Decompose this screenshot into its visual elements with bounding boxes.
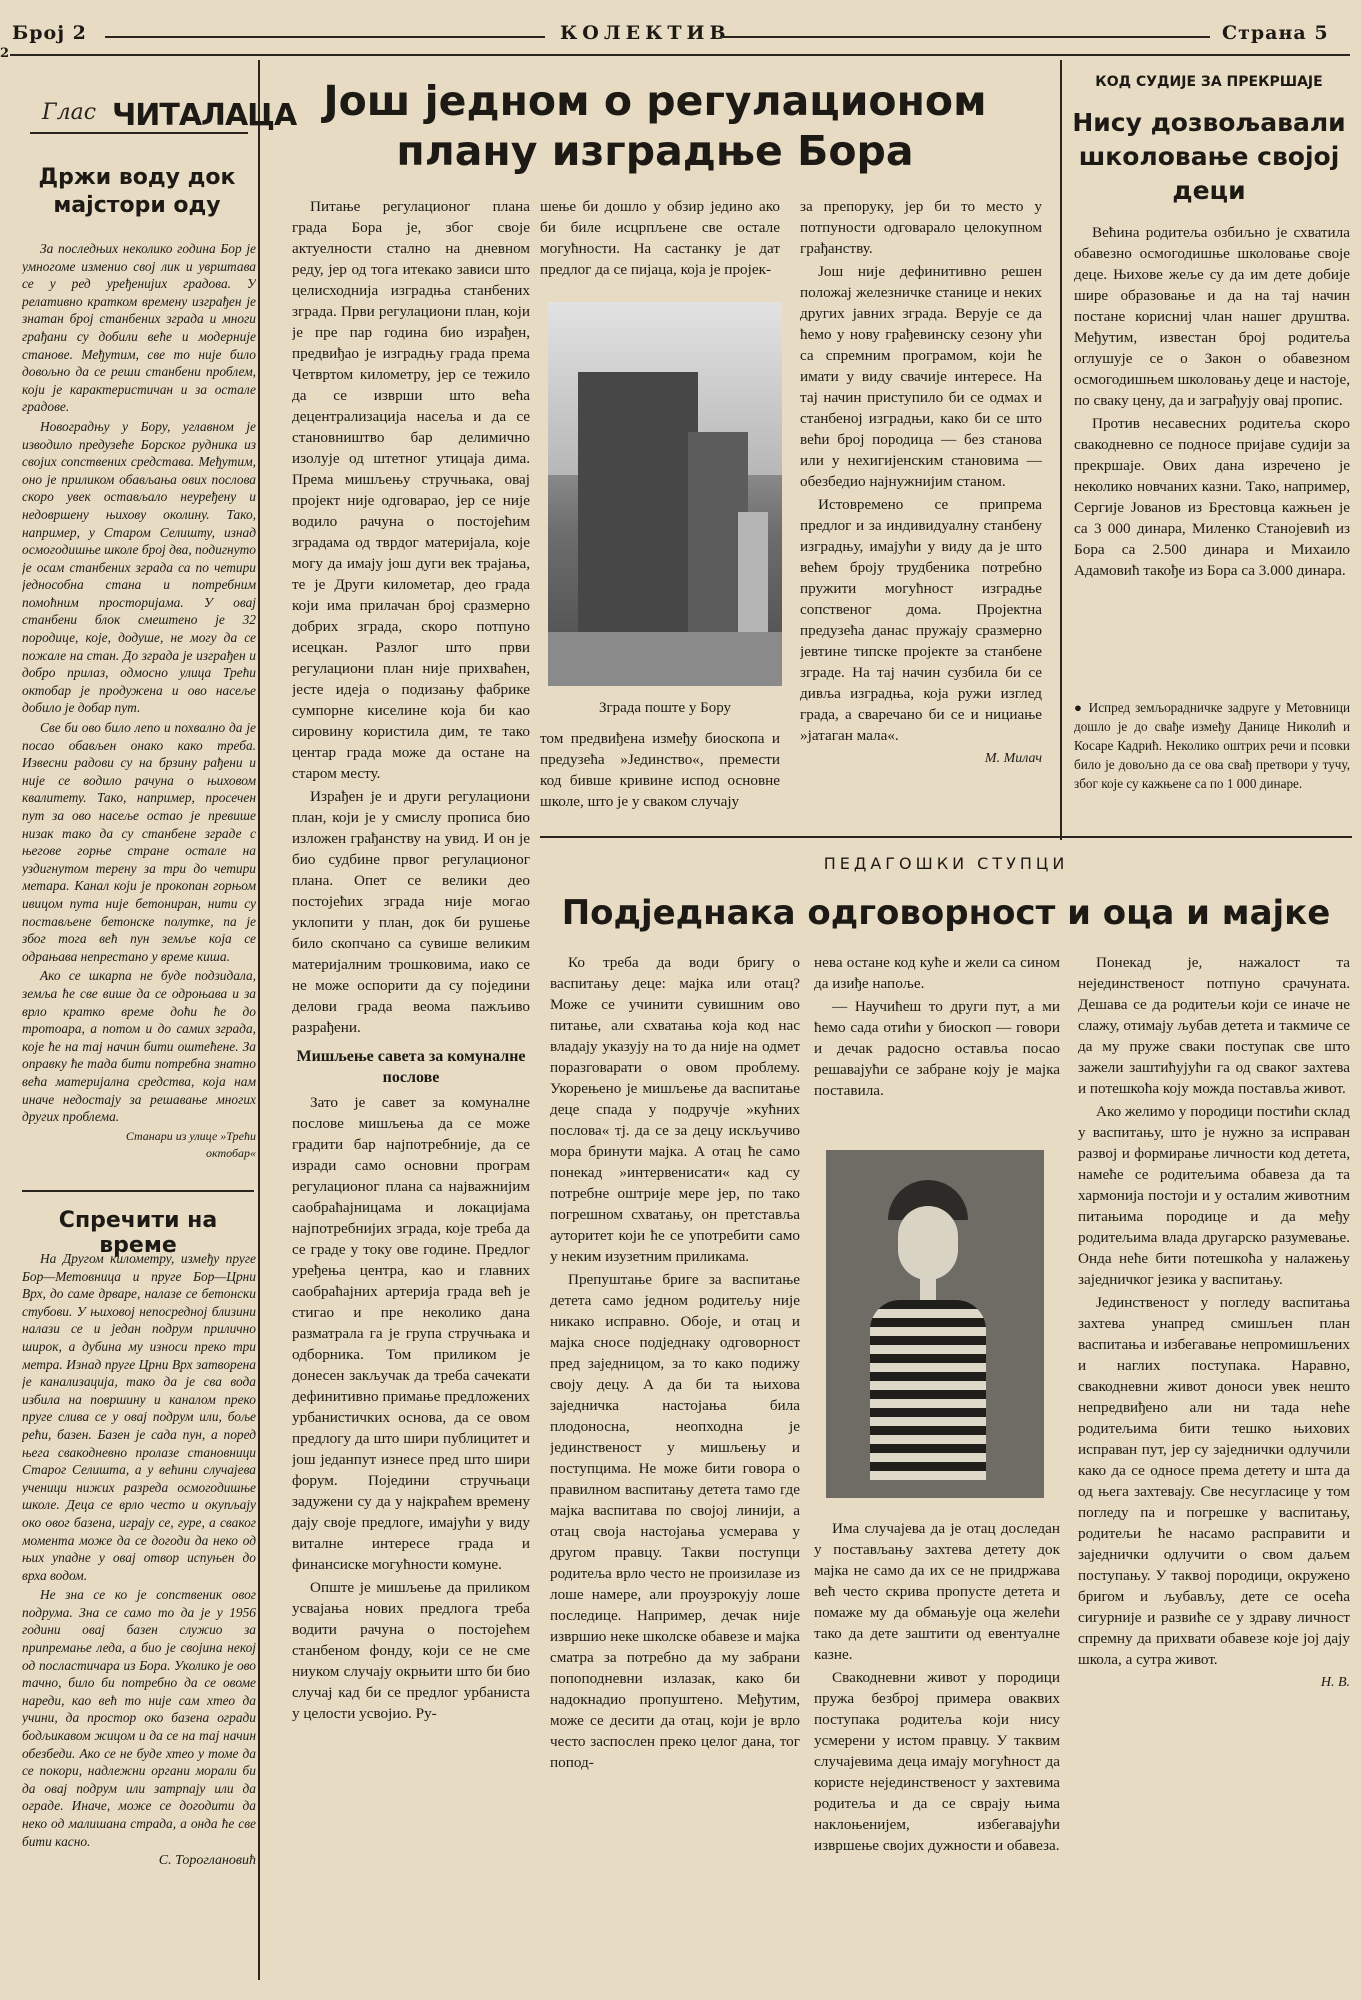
woodcut-illustration xyxy=(826,1150,1044,1498)
paragraph: Понекад је, нажалост та нејединственост потпуно срачуната. Дешава се да родитељи који се иначе не слажу, отимају љубав детета и такмиче се да му пруже сваки поступак све што зажели заштићујући га од сваког захтева и потешкоћа коју можда поставља живот. xyxy=(1078,954,1350,1097)
readers-article1-title: Држи воду док мајстори оду xyxy=(38,165,236,218)
newspaper-title: КОЛЕКТИВ xyxy=(560,22,731,44)
readers-section-badge xyxy=(20,92,297,140)
main-article-col2-bottom xyxy=(540,728,780,818)
paragraph: За последњих неколико година Бор је умногоме изменио свој лик и уврштава се у ред уређенијих градова. У релативно кратком времену изграђен је знатан број станбених зграда и многи грађани су добили веће и модерније станове. Међутим, све то није било довољно да се реши станбени проблем, који је карактеристичан и за остале градове. xyxy=(22,241,256,415)
right-article-note xyxy=(1074,698,1350,828)
right-article-kicker: КОД СУДИЈЕ ЗА ПРЕКРШАЈЕ xyxy=(1095,74,1323,90)
paragraph: — Научићеш то други пут, а ми ћемо сада отићи у биоскоп — говори и дечак радосно оставља посао решавајући се забране коју је мајка поставила. xyxy=(814,998,1060,1099)
paragraph: том предвиђена између биоскопа и предузећа »Јединство«, премести код бивше кривине испод основне школе, што је у сваком случају xyxy=(540,730,780,810)
bottom-article-signature: Н. В. xyxy=(1320,1675,1350,1690)
right-article-body xyxy=(1074,222,1350,682)
paragraph: Све би ово било лепо и похвално да је посао обављен онако како треба. Извесни радови су на брзину рађени и није се водило рачуна о њиховом квалитету. Тако, например, просечен пут за ово насеље остао је превише низак тако да су станбене зграде с његове горње стране остале на уздигнутом терену за три до четири метара. Канал који је прокопан горњом ивицом пута није бетониран, нити су постављене бетонске полутке, па је због тога већ пун земље која се одрањава непрестано у време киша. xyxy=(22,720,256,964)
main-article-col3 xyxy=(800,196,1042,826)
main-title-line2: плану изградње Бора xyxy=(396,127,914,175)
paragraph: Ако желимо у породици постићи склад у васпитању, што је нужно за исправан развој и формирање личности код детета, намеће се родитељима обавеза да та хармонија постоји и у осталим животним питањима породице и да међу родитељима влада другарско разумевање. Онда неће бити потешкоћа у налажењу заједничког језика у васпитању. xyxy=(1078,1103,1350,1288)
photo-caption: Зграда поште у Бору xyxy=(598,700,732,716)
paragraph: Истовремено се припрема предлог и за индивидуалну станбену изградњу, имајући у виду да је што већем броју трудбеника потребно пружити могућност изградње сопственог дома. Пројектна предузећа данас пружају сразмерно јевтине типске пројекте за станбене зграде. На тај начин сузбила би се дивља изградња, која ружи изглед града, а сваречано би се и нициање »јатаган мала«. xyxy=(800,496,1042,744)
bottom-article-title: Подједнака одговорност и оца и мајке xyxy=(561,893,1331,933)
main-article-col1 xyxy=(292,196,530,1982)
readers-article1-body xyxy=(22,240,256,1340)
paragraph: Препуштање бриге за васпитање детета само једном родитељу није никако исправно. Обоје, и отац и мајка сносе подједнаку одговорност пред заједницом, за то како подижу своју децу. А да би та њихова заједничка настојања била плодоносна, неопходна је јединственост у мишљењу и поступцима. Не може бити говора о правилном васпитању детета тамо где мајка васпитава по својој линији, а отац своја настојања усмерава у другом правцу. Такви поступци родитеља врло често не произилазе из лоше намере, али проузрокују лоше последице. Например, дечак није извршио неке школске обавезе и мајка сматра за потребно да му забрани попоподневни излазак, како би надокнадио пропуштено. Међутим, може се десити да отац, који је врло често заспослен преко целог дана, тог попод- xyxy=(550,1271,800,1771)
paragraph: Ако се шкарпа не буде подзидала, земља ће све више да се одроњава и за врло кратко време доћи ће до тротоара, а потом и до самих зграда, које ће на тај начин бити оштећене. За оправку ће тада бити потребна знатно већа материјална средства, која нам иначе недостају за решавање многих других проблема. xyxy=(22,968,256,1125)
paragraph xyxy=(1074,698,1350,793)
right-column-divider xyxy=(1060,60,1062,840)
bottom-article-col1 xyxy=(550,952,800,1982)
readers-article2-title: Спречити на време xyxy=(58,1208,218,1258)
paragraph: Још није дефинитивно решен положај железничке станице и неких других јавних зграда. Верује се да ћемо у нову грађевинску сезону ући са спремним програмом, који ће имати у виду свачије интересе. На тај начин приступило би се одмах и станбеној изградњи, како би се што већи број породица — без станова или у нехигијенским становима — обезбедио најнужнијим станом. xyxy=(800,263,1042,490)
paragraph: Свакодневни живот у породици пружа безброј примера оваквих поступака родитеља који нису усмерени у истом правцу. У таквим случајевима деца имају могућност да користе нејединственост у захтевима родитеља и да се сврају њима наклоњенијем, избегавајући извршење својих дужности и обавеза. xyxy=(814,1669,1060,1854)
paragraph: Питање регулационог плана града Бора је, због своје актуелности стално на дневном реду, јер од тога итекако зависи што целисходнија изградња станбених зграда. Први регулациони план, који је пре пар година био израђен, предвиђао је изградњу града према Четвртом километру, јер се тежило да се изврши што већа децентрализација насеља и да се становништво бар делимично изолује од штетног утицаја дима. Према мишљењу стручњака, овај пројект није одговарао, јер се није водило рачуна о постојећим зградама од тврдог материјала, које могу да имају још дуги век трајања, те је Други километар, део града који има прилачан број сразмерно добрих зграда, скоро потпуно исецкан. Разлог што први регулациони план није прихваћен, јесте идеја о подизању фабрике сумпорне киселине која би као сировину користила дим, те тако центар града може да остане на старом месту. xyxy=(292,198,530,782)
bottom-article-col2-bottom xyxy=(814,1518,1060,1982)
bullet-icon: ● xyxy=(1074,700,1089,715)
paragraph: Ко треба да води бригу о васпитању деце: мајка или отац? Може се учинити сувишним ово питање, али схватања која код нас владају указују на то да није на одмет поразговарати о овом проблему. Укорењено је мишљење да васпитање деце спада у подручје »кућних послова« тј. да се за децу искључиво мора бринути мајка. А отац ће само понекад »интервенисати« кад су потребне оштрије мере јер, по тако погрешном схватању, он претставља ауторитет који ће се употребити само у неким изузетним приликама. xyxy=(550,954,800,1265)
masthead-rule xyxy=(10,54,1350,56)
bottom-article-top-rule xyxy=(540,836,1352,838)
page-number: Страна 5 xyxy=(1222,22,1329,44)
readers-article1-signature: Станари из улице »Трећи октобар« xyxy=(125,1128,256,1161)
paragraph: Јединственост у погледу васпитања захтева унапред смишљен план васпитања и избегавање непромишљених и наглих поступака. Наравно, свакодневни живот доноси увек нешто непредвиђено али ни тада неће родитељима бити тешко њихових исправан пут, јер су заједнички одлучили како да се односе према детету и шта да од њега захтевају. Све несугласице у том погледу па и погрешке у васпитању, родитељи ће насамо расправити и заједнички одлучити о свом даљем поступању. У таквој породици, окружено бригом и љубављу, дете се осећа сигурније и развиће се у здраву личност спремну да прихвати обавезе које јој дају школа, а сутра живот. xyxy=(1078,1294,1350,1668)
note-text: Испред земљорадничке задруге у Метовници дошло је до свађе између Данице Николић и Косаре Кадрић. Неколико оштрих речи и псовки било је довољно да се ова свађ претвори у тучу, због које су кажњене са по 1 000 динаре. xyxy=(1074,700,1350,791)
post-office-photo xyxy=(548,302,782,686)
main-article-title xyxy=(270,76,1040,176)
right-article-title: Нису дозвољавали школовање својој деци xyxy=(1072,108,1346,205)
readers-article2-signature: С. Тороглановић xyxy=(158,1853,256,1869)
paragraph: Опште је мишљење да приликом усвајања нових предлога треба водити рачуна о постојећем станбеном фонду, који се не сме ниуком случају окрњити што би био случај кад би се предлог урбаниста у целости усвојио. Ру- xyxy=(292,1579,530,1722)
issue-number: Број 2 xyxy=(12,22,87,44)
bottom-article-kicker: ПЕДАГОШКИ СТУПЦИ xyxy=(823,854,1069,873)
paragraph: На Другом километру, између пруге Бор—Метовница и пруге Бор—Црни Врх, до саме дрваре, налазе се бетонски стубови. У њиховој непосредној близини налази се и један подрум прилично широк, а дубина му износи преко три метра. Изнад пруге Црни Врх затворена је канализација, тако да је сва вода избила на површину и каналом преко пруге слива се у овај подрум или, боље рећи, базен. Базен је сада пун, а поред њега свакодневно пролазе становници Старог Селишта, а у већини случајева ученици нижих разреда осмогодишње школе. Деца се врло често и окупљају око овог базена, играју се, гуре, а сваког момента може да се догоди да неко од њих упадне у овај отвор испуњен до врха водом. xyxy=(22,1251,256,1583)
bottom-article-col2-top xyxy=(814,952,1060,1130)
page-edge-mark: 2 xyxy=(0,46,10,61)
paragraph: за препоруку, јер би то место у потпуности одговарало целокупном грађанству. xyxy=(800,198,1042,257)
paragraph: Има случајева да је отац доследан у постављању захтева детету док мајка не само да их се не придржава већ често скрива пропусте детета и помаже му да обмањује оца желећи тако да дете заштити од евентуалне казне. xyxy=(814,1520,1060,1663)
left-column-divider xyxy=(258,60,260,1980)
readers-section-title: ЧИТАЛАЦА xyxy=(112,98,297,133)
paragraph: Већина родитеља озбиљно је схватила обавезно осмогодишње школовање своје деце. Њихове жеље су да им дете добије шире образовање и да на тај начин постане корисниј члан нашег друштва. Међутим, известан број родитеља оглушује се о Закон о обавезном осмогодишњем школовању деце и настоје, по сваку цену, да и заграђују овај пропис. xyxy=(1074,224,1350,409)
paragraph: Зато је савет за комуналне послове мишљења да се може градити бар најпотребније, да се изради само основни програм регулационог плана са најважнијим саобраћајницама и локацијама најпотребнијих зграда, које треба да се граде у току ове године. Предлог уређења центра, као и главних саобраћајних артерија града већ је стигао и пре неколико дана разматрала га је група стручњака и одборника. Том приликом је донесен закључак да треба сачекати дефинитивно примање предложених урбанистичких основа, да се овом предлогу да што шири публицитет и још једанпут изнесе пред што шири форум. Поједини стручњаци задужени су да у најкраћем времену дају своје предлоге, имајући у виду виталне интересе града и финансиске могућности комуне. xyxy=(292,1094,530,1573)
main-article-subhead: Мишљење савета за комуналне послове xyxy=(296,1048,526,1086)
main-article-signature: М. Милач xyxy=(984,751,1042,766)
paragraph: Новоградњу у Бору, углавном је изводило предузеће Борског рудника из својих сопствених средстава. Међутим, оно је приликом обављања ових послова скоро увек остављало неуређену и недовршену њихову околину. Тако, например, у Старом Селишту, изнад осмогодишње школе број два, подигнуто је осам станбених зграда са по четири једнособна стана и потребним помоћним просторијама. У овај станбени блок смештено је 32 породице, које, додуше, не могу да се пожале на стан. До зграда је изграђен и добро прилаз, одмосно улица Трећи октобар је продужена и ово насеље добило је добар пут. xyxy=(22,418,256,716)
main-article-col2-top xyxy=(540,196,780,292)
paragraph: Против несавесних родитеља скоро свакодневно се подносе пријаве судији за прекршаје. Ових дана изречено је неколико новчаних казни. Тако, например, Сергије Јованов из Брестовца кажњен је са 3 000 динара, Миленко Станојевић из Бора са 2.500 динара и Михаило Адамовић такође из Бора са 3.000 динара. xyxy=(1074,415,1350,579)
readers-article2-body xyxy=(22,1250,256,1980)
paragraph: Израђен је и други регулациони план, који је у смислу прописа био изложен грађанству на увид. И он је био судбине првог регулационог плана. Опет се велики део постојећих зграда није могао уклопити у план, док би рушење било скопчано са сувише великим материјалним трошковима, иако се не може оспорити да су поједини делови града веома пажљиво разрађени. xyxy=(292,788,530,1036)
main-title-line1: Још једном о регулационом xyxy=(323,77,987,125)
paragraph: Не зна се ко је сопственик овог подрума. Зна се само то да је у 1956 години овај базен служио за припремање леда, а био је својина некој од посластичара из Бора. Уколико је ово тачно, било би потребно да се овоме нареди, као већ то није сам хтео да учини, да простор око базена огради бодљикавом жицом и да се на тај начин обезбеди. Ако се не буде хтео у томе да се покори, надлежни органи морали би да овај подрум или затрпају или да ограде. Иначе, може се догодити да неко од малишана страда, а онда ће све бити касно. xyxy=(22,1587,256,1849)
left-article-separator xyxy=(22,1190,254,1192)
paragraph: нева остане код куће и жели са сином да изиђе напоље. xyxy=(814,954,1060,992)
paragraph: шење би дошло у обзир једино ако би биле исцрпљене све остале могућности. На састанку је дат предлог да се пијаца, која је пројек- xyxy=(540,198,780,278)
readers-section-script: Глас xyxy=(42,100,97,125)
bottom-article-col3 xyxy=(1078,952,1350,1982)
header-rule-left xyxy=(105,36,545,38)
header-rule-right xyxy=(720,36,1210,38)
